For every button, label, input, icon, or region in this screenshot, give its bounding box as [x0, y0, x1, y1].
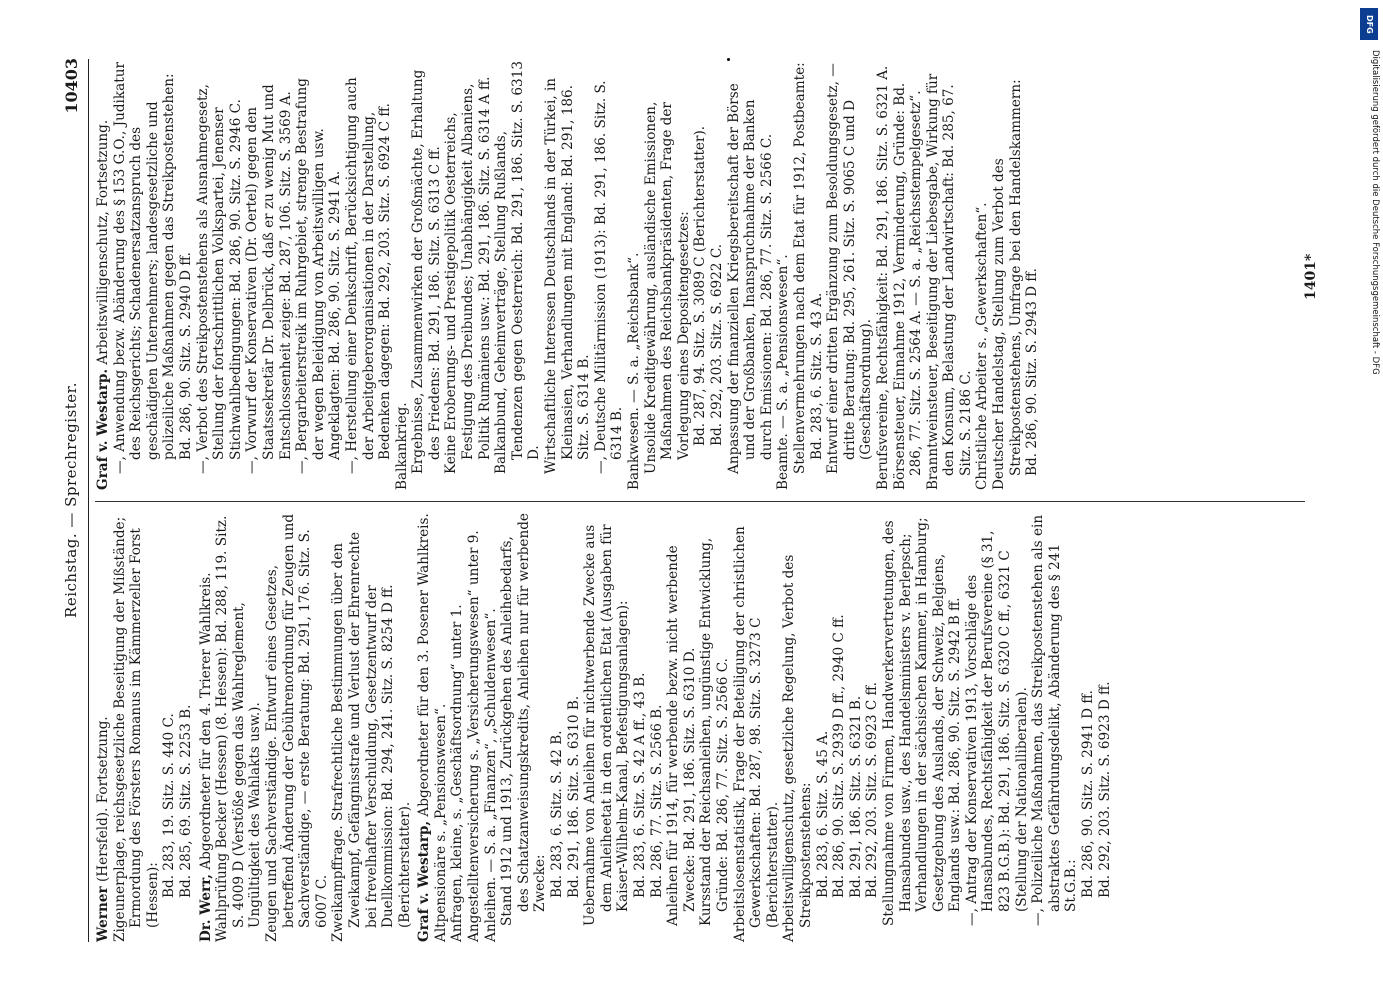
index-entry: —, Vorwurf der Konservativen (Dr. Oertel) gegen den Staatssekretär Dr. Delbrück, daß er zu wenig Mut und Entschlossenheit zeige: Bd. 287, 106. Sitz. S. 3569 A.: [244, 84, 294, 474]
index-entry: Anfragen, kleine, s. „Geschäftsordnung“ unter 1.: [449, 604, 466, 942]
speaker-description: (Hersfeld). Fortsetzung.: [95, 716, 111, 887]
index-entry: Anpassung der finanziellen Kriegsbereitschaft der Börse und der Großbanken, Inanspruchnahme der Banken durch Emissionen: Bd. 286, 77. Sitz. S. 2566 C.: [725, 83, 775, 474]
index-entry: Balkankrieg.: [393, 402, 410, 490]
index-entry: Ergebnisse, Zusammenwirken der Großmächte, Erhaltung des Friedens: Bd. 291, 186. Sitz. S. 6313 C ff.: [410, 69, 443, 474]
reference-line: Bd. 286, 77. Sitz. S. 2566 B.: [648, 704, 665, 898]
index-entry: Deutscher Handelstag, Stellung zum Verbot des Streikpostenstehens, Umfrage bei den Handelskammern: Bd. 286, 90. Sitz. S. 2943 D ff.: [991, 79, 1041, 490]
page-number: 10403: [62, 58, 81, 114]
index-entry: —, Herstellung einer Denkschrift, Berücksichtigung auch der Arbeitgeberorganisationen in der Darstellung, Bedenken dagegen: Bd. 292, 203. Sitz. S. 6924 C ff.: [343, 77, 394, 474]
index-entry: Arbeitslosenstatistik, Frage der Beteiligung der christlichen Gewerkschaften: Bd. 287, 98. Sitz. S. 3273 C (Berichterstatter).: [731, 526, 781, 942]
index-entry: Branntweinsteuer, Beseitigung der Liebesgabe, Wirkung für den Konsum, Belastung der Landwirtschaft: Bd. 285, 67. Sitz. S. 2186 C.: [924, 73, 974, 490]
index-entry: Zweikampffrage. Strafrechtliche Bestimmungen über den Zweikampf, Gefängnisstrafe und Verlust der Ehrenrechte bei frevelhafter Verschuldung, Gesetzentwurf der Duellkommission: Bd. 294, 241. Sitz. S. 8254 D ff. (Berichterstatter).: [330, 531, 413, 942]
dfg-stamp: [1360, 8, 1380, 1000]
index-entry: Wirtschaftliche Interessen Deutschlands in der Türkei, in Kleinasien, Verhandlungen mit England: Bd. 291, 186. Sitz. S. 6314 B.: [543, 77, 593, 474]
index-entry: Stellenvermehrungen nach dem Etat für 1912, Postbeamte: Bd. 283, 6. Sitz. S. 43 A.: [791, 62, 825, 474]
reference-line: Bd. 292, 203. Sitz. S. 6923 D ff.: [1096, 681, 1113, 898]
reference-line: Bd. 285, 69. Sitz. S. 2253 B.: [177, 704, 194, 898]
speaker-heading: [416, 512, 433, 942]
reference-line: Bd. 286, 90. Sitz. S. 2941 D ff.: [1080, 690, 1097, 898]
index-entry: Keine Eroberungs- und Prestigepolitik Oesterreichs, Festigung des Dreibundes; Unabhängigkeit Albaniens, Politik Rumäniens usw.: Bd. 291, 186. Sitz. S. 6314 A ff.: [443, 76, 493, 474]
index-entry: —, Anwendung bezw. Abänderung des § 153 G.O., Judikatur des Reichsgerichts; Schadenersatzanspruch des geschädigten Unternehmers; landesgesetzliche und polizeiliche Maßnahmen gegen das Streikpostenstehen: Bd. 286, 90. Sitz. S. 2940 D ff.: [111, 62, 194, 474]
signature-mark: 1401*: [1303, 253, 1319, 300]
speck-mark: [727, 58, 730, 61]
index-entry: Beamte. — S. a. „Pensionswesen“.: [775, 254, 792, 490]
speaker-heading: [95, 512, 112, 942]
index-entry: Christliche Arbeiter s. „Gewerkschaften“.: [974, 202, 991, 490]
index-entry: Angestelltenversicherung s. „Versicherungswesen“ unter 9.: [466, 530, 483, 942]
running-head: [62, 0, 86, 1000]
speaker-description: Abgeordneter für den 4. Trierer Wahlkreis.: [197, 572, 214, 874]
right-column: [95, 60, 1041, 490]
index-entry: Altpensionäre s. „Pensionswesen“.: [432, 703, 449, 942]
speaker-description: Arbeitswilligenschutz, Fortsetzung.: [95, 119, 111, 369]
speaker-heading: [95, 60, 112, 490]
reference-line: Bd. 291, 186. Sitz. S. 6310 B.: [565, 695, 582, 898]
reference-line: Bd. 291, 186. Sitz. S. 6321 B.: [847, 695, 864, 898]
index-entry: Uebernahme von Anleihen für nichtwerbende Zwecke aus dem Anleiheetat in den ordentlichen Etat (Ausgaben für Kaiser-Wilhelm-Kanal, Befestigungsanlagen):: [582, 524, 632, 926]
reference-line: Bd. 286, 90. Sitz. S. 2939 D ff., 2940 C ff.: [831, 614, 848, 898]
left-column: [95, 512, 1113, 942]
reference-line: Bd. 283, 6. Sitz. S. 42 A ff., 43 B.: [632, 672, 648, 898]
index-entry: Anleihen für 1914, für werbende bezw. nicht werbende Zwecke: Bd. 291, 186. Sitz. S. 6310 D.: [665, 545, 698, 926]
column-divider: [95, 501, 1305, 502]
index-columns: [95, 52, 1305, 942]
reference-line: Bd. 283, 6. Sitz. S. 45 A.: [814, 730, 831, 898]
speaker-name: Dr. Werr,: [197, 873, 214, 942]
speaker-description: Abgeordneter für den 3. Posener Wahlkreis.: [416, 513, 433, 821]
index-entry: Arbeitswilligenschutz, gesetzliche Regelung, Verbot des Streikpostenstehens:: [781, 554, 814, 942]
index-entry: Balkanbund, Geheimverträge, Stellung Rußlands, Tendenzen gegen Oesterreich: Bd. 291, 186. Sitz. S. 6313 D.: [493, 61, 543, 474]
index-entry: —, Polizeiliche Maßnahmen, das Streikpostenstehen als ein abstraktes Gefährdungsdelikt, Abänderung des § 241 St.G.B.:: [1030, 514, 1080, 926]
index-entry: Börsensteuer, Einnahme 1912, Verminderung, Gründe: Bd. 286, 77. Sitz. S. 2564 A. — S. a. „Reichsstempelgesetz“.: [891, 82, 925, 490]
index-entry: Zigeunerplage, reichsgesetzliche Beseitigung der Mißstände; Ermordung des Försters Romanus im Kämmerzeller Forst (Hessen):: [111, 516, 161, 942]
index-entry: Wahlprüfung Becker (Hessen) (8. Hessen): Bd. 288, 119. Sitz. S. 4009 D (Verstöße gegen das Wahlreglement, Ungültigkeit des Wahlakts usw.).: [214, 515, 264, 942]
dfg-logo: DFG: [1360, 8, 1378, 40]
dfg-stamp-text: Digitalisierung gefördert durch die Deutsche Forschungsgemeinschaft - DFG: [1370, 50, 1380, 375]
reference-line: Bd. 283, 19. Sitz. S. 440 C.: [161, 713, 178, 898]
running-head-title: Reichstag. — Sprechregister.: [62, 382, 80, 618]
reference-line: Bd. 292, 203. Sitz. S. 6922 C.: [708, 243, 725, 446]
index-entry: Entwurf einer dritten Ergänzung zum Besoldungsgesetz, — dritte Beratung: Bd. 295, 261. Sitz. S. 9065 C und D (Geschäftsordnung).: [825, 63, 875, 474]
reference-line: Bd. 287, 94. Sitz. S. 3089 C (Berichterstatter).: [692, 125, 709, 446]
index-entry: Zeugen und Sachverständige. Entwurf eines Gesetzes, betreffend Änderung der Gebührenordnung für Zeugen und Sachverständige, — erste Beratung: Bd. 291, 176. Sitz. S. 6007 C.: [263, 513, 330, 942]
index-entry: Stand 1912 und 1913, Zurückgehen des Anleihebedarfs, des Schatzanweisungskredits, Anleihen nur für werbende Zwecke:: [499, 513, 549, 926]
header-rule: [88, 59, 89, 942]
index-entry: Unsolide Kreditgewährung, ausländische Emissionen, Maßnahmen des Reichsbankpräsidenten, Frage der Vorlegung eines Depositengesetzes:: [642, 101, 692, 474]
index-entry: —, Deutsche Militärmission (1913): Bd. 291, 186. Sitz. S. 6314 B.: [592, 80, 626, 474]
index-entry: —, Antrag der Konservativen 1913, Vorschläge des Hansabundes, Rechtsfähigkeit der Berufsvereine (§ 31, 823 B.G.B.): Bd. 291, 186. Sitz. S. 6320 C ff., 6321 C (Stellung der Nationalliberalen).: [963, 530, 1030, 926]
index-entry: Berufsvereine, Rechtsfähigkeit: Bd. 291, 186. Sitz. S. 6321 A.: [874, 65, 891, 490]
speaker-name: Werner: [95, 886, 111, 942]
index-entry: —, Bergarbeiterstreik im Ruhrgebiet, strenge Bestrafung der wegen Beleidigung von Arbeitswilligen usw. Angeklagten: Bd. 286, 90. Sitz. S. 2941 A.: [294, 78, 344, 474]
reference-line: Bd. 283, 6. Sitz. S. 42 B.: [549, 730, 566, 898]
speaker-heading: [198, 512, 215, 942]
index-entry: Bankwesen. — S. a. „Reichsbank“.: [626, 252, 642, 490]
speaker-name: Graf v. Westarp,: [416, 820, 433, 942]
reference-line: Bd. 292, 203. Sitz. S. 6923 C ff.: [864, 681, 881, 898]
index-entry: Kursstand der Reichsanleihen, ungünstige Entwicklung, Gründe: Bd. 286, 77. Sitz. S. 2566 C.: [698, 537, 731, 926]
index-entry: Stellungnahme von Firmen, Handwerkervertretungen, des Hansabundes usw., des Handelsministers v. Berlepsch; Verhandlungen in der sächsischen Kammer, in Hamburg; Gesetzgebung des Auslands, der Schweiz, Belgiens, Englands usw.: Bd. 286, 90. Sitz. S. 2942 B ff.: [880, 517, 964, 926]
index-entry: —, Verbot des Streikpostenstehens als Ausnahmegesetz, Stellung der fortschrittlichen Volkspartei, Jenenser Stichwahlbedingungen: Bd. 286, 90. Sitz. S. 2946 C.: [194, 84, 244, 474]
index-entry: Anleihen. — S. a. „Finanzen“, „Schuldenwesen“.: [482, 608, 499, 942]
speaker-name: Graf v. Westarp.: [95, 368, 111, 490]
